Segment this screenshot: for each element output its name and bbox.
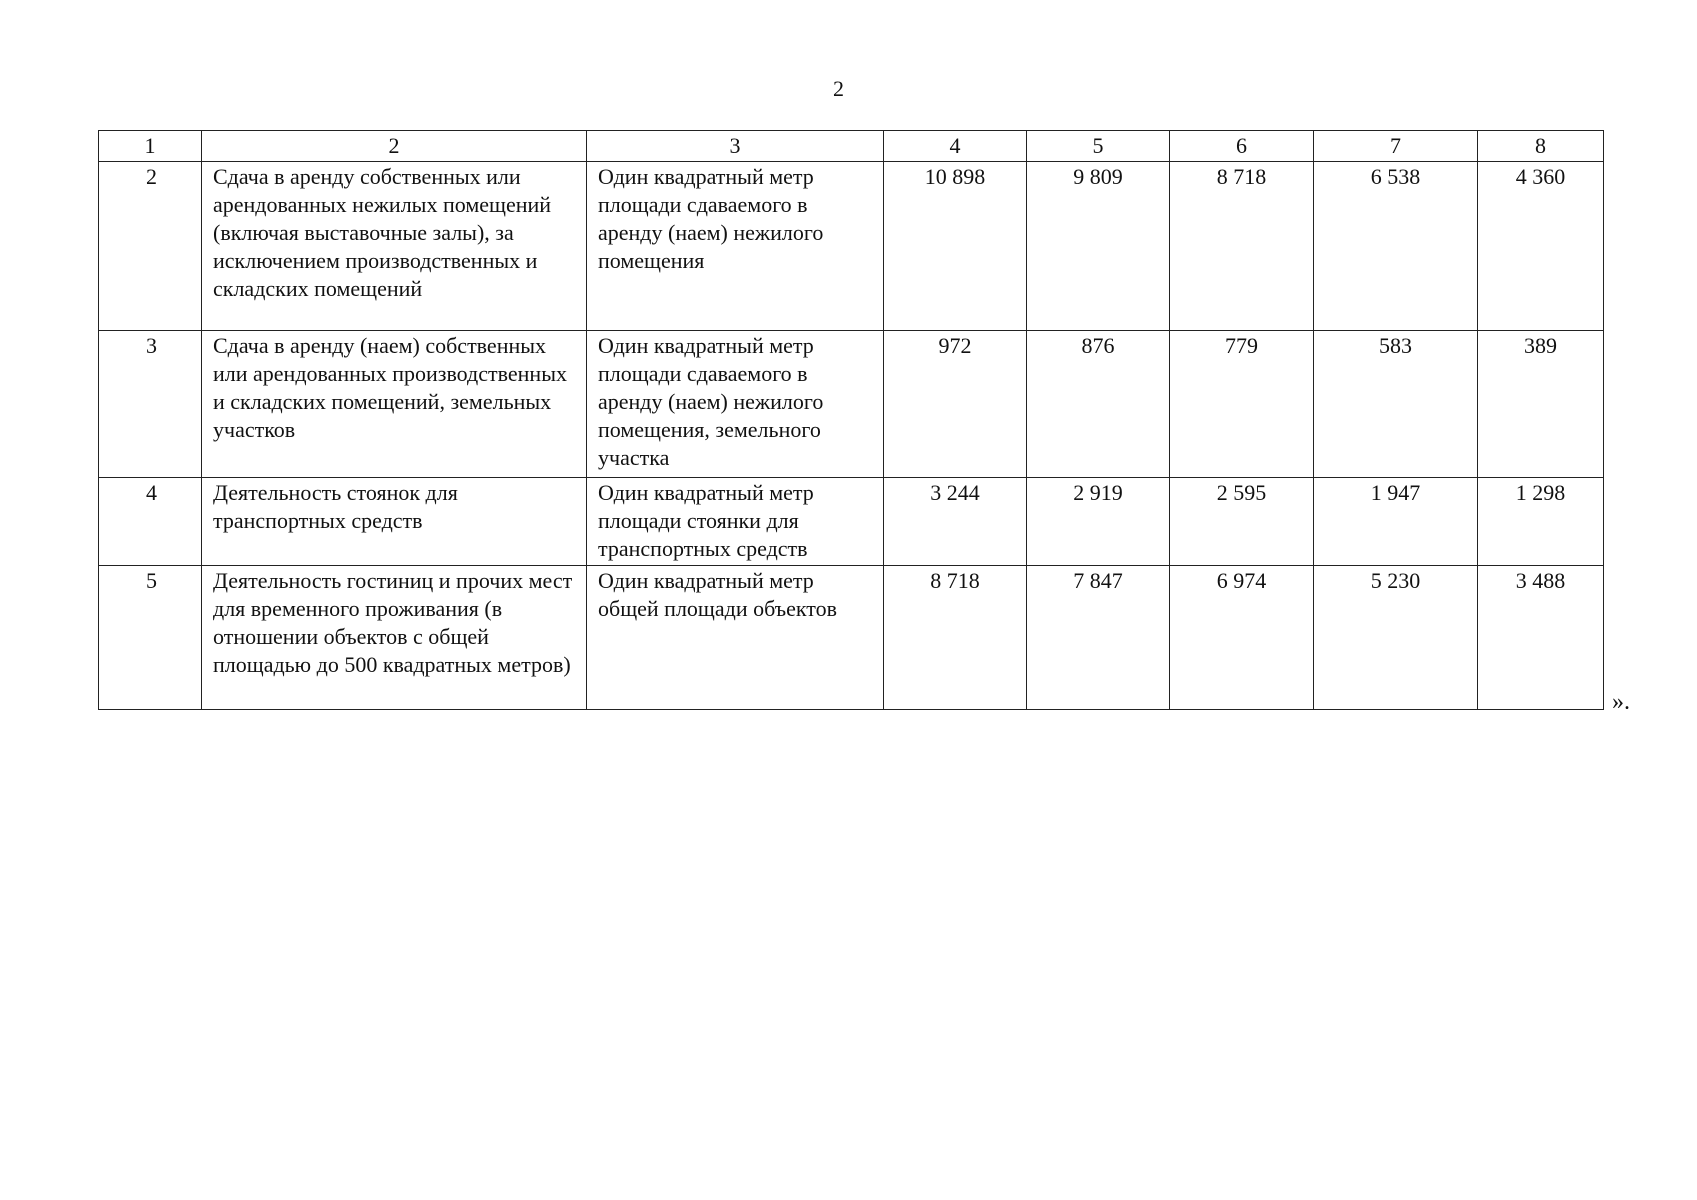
column-header: 2 — [202, 131, 587, 162]
value-cell: 6 974 — [1170, 566, 1314, 710]
value-cell: 8 718 — [884, 566, 1027, 710]
row-number-cell: 2 — [99, 162, 202, 331]
column-header: 5 — [1027, 131, 1170, 162]
value-cell: 3 244 — [884, 478, 1027, 566]
column-header: 1 — [99, 131, 202, 162]
value-cell: 779 — [1170, 331, 1314, 478]
activity-cell: Деятельность стоянок для транспортных средств — [202, 478, 587, 566]
page-number: 2 — [833, 76, 844, 101]
value-cell: 1 298 — [1478, 478, 1604, 566]
row-number-cell: 5 — [99, 566, 202, 710]
table-row — [99, 162, 1604, 331]
value-cell: 7 847 — [1027, 566, 1170, 710]
activity-cell: Деятельность гостиниц и прочих мест для временного проживания (в отношении объектов с общей площадью до 500 квадратных метров) — [202, 566, 587, 710]
table-header-row — [99, 131, 1604, 162]
value-cell: 8 718 — [1170, 162, 1314, 331]
row-number-cell: 3 — [99, 331, 202, 478]
tariff-table — [98, 130, 1604, 710]
value-cell: 3 488 — [1478, 566, 1604, 710]
closing-quote-mark: ». — [1612, 689, 1630, 715]
column-header: 7 — [1314, 131, 1478, 162]
table-row — [99, 566, 1604, 710]
row-number-cell: 4 — [99, 478, 202, 566]
value-cell: 6 538 — [1314, 162, 1478, 331]
value-cell: 5 230 — [1314, 566, 1478, 710]
value-cell: 4 360 — [1478, 162, 1604, 331]
activity-cell: Сдача в аренду (наем) собственных или арендованных производственных и складских помещений, земельных участков — [202, 331, 587, 478]
column-header: 6 — [1170, 131, 1314, 162]
unit-cell: Один квадратный метр общей площади объектов — [587, 566, 884, 710]
value-cell: 9 809 — [1027, 162, 1170, 331]
unit-cell: Один квадратный метр площади стоянки для транспортных средств — [587, 478, 884, 566]
value-cell: 972 — [884, 331, 1027, 478]
column-header: 8 — [1478, 131, 1604, 162]
column-header: 3 — [587, 131, 884, 162]
value-cell: 2 595 — [1170, 478, 1314, 566]
value-cell: 2 919 — [1027, 478, 1170, 566]
activity-cell: Сдача в аренду собственных или арендованных нежилых помещений (включая выставочные залы), за исключением производственных и складских помещений — [202, 162, 587, 331]
value-cell: 583 — [1314, 331, 1478, 478]
unit-cell: Один квадратный метр площади сдаваемого в аренду (наем) нежилого помещения — [587, 162, 884, 331]
unit-cell: Один квадратный метр площади сдаваемого в аренду (наем) нежилого помещения, земельного участка — [587, 331, 884, 478]
table-row — [99, 331, 1604, 478]
column-header: 4 — [884, 131, 1027, 162]
value-cell: 10 898 — [884, 162, 1027, 331]
value-cell: 1 947 — [1314, 478, 1478, 566]
table-row — [99, 478, 1604, 566]
value-cell: 876 — [1027, 331, 1170, 478]
value-cell: 389 — [1478, 331, 1604, 478]
